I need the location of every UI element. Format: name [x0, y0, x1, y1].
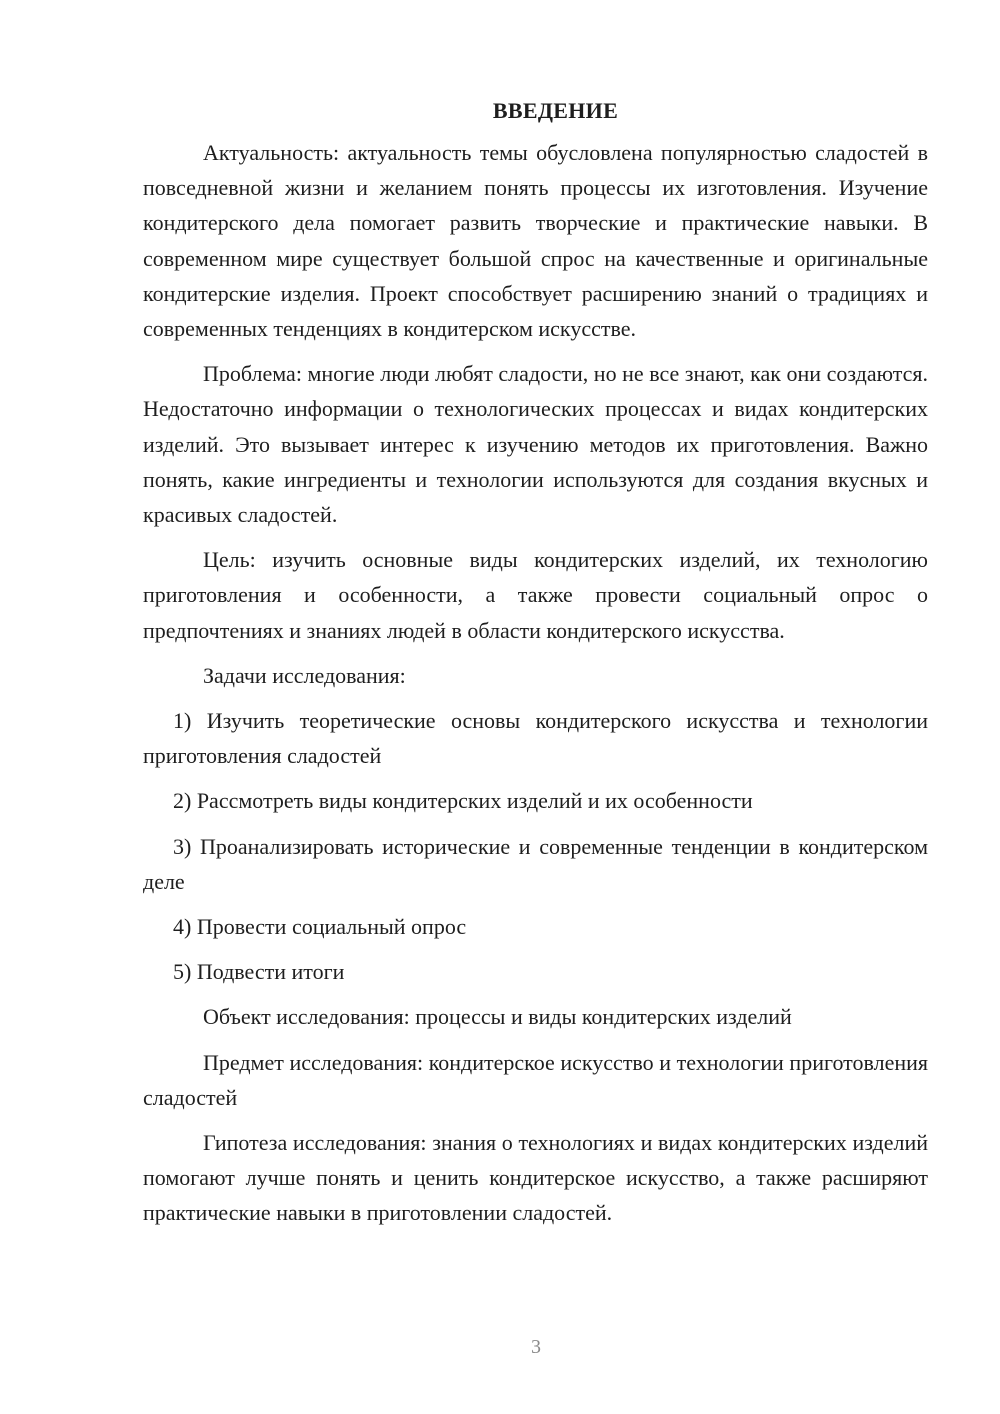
tasks-heading: Задачи исследования: — [203, 662, 406, 688]
page-number: 3 — [531, 1336, 541, 1358]
problem-paragraph: Проблема: многие люди любят сладости, но не все знают, как они создаются. Недостаточно информации о технологических процессах и видах кондитерских изделий. Это вызывает интерес к изучению методов их приготовления. Важно понять, какие ингредиенты и технологии используются для создания вкусных и красивых сладостей. — [143, 361, 928, 528]
subject-paragraph: Предмет исследования: кондитерское искусство и технологии приготовления сладостей — [143, 1049, 928, 1110]
task-item-1: 1) Изучить теоретические основы кондитерского искусства и технологии приготовления сладостей — [143, 708, 928, 769]
goal-paragraph: Цель: изучить основные виды кондитерских изделий, их технологию приготовления и особенности, а также провести социальный опрос о предпочтениях и знаниях людей в области кондитерского искусства. — [143, 547, 928, 643]
relevance-paragraph: Актуальность: актуальность темы обусловлена популярностью сладостей в повседневной жизни и желанием понять процессы их изготовления. Изучение кондитерского дела помогает развить творческие и практические навыки. В современном мире существует большой спрос на качественные и оригинальные кондитерские изделия. Проект способствует расширению знаний о традициях и современных тенденциях в кондитерском искусстве. — [143, 140, 928, 342]
task-item-3: 3) Проанализировать исторические и современные тенденции в кондитерском деле — [143, 833, 928, 894]
task-item-2: 2) Рассмотреть виды кондитерских изделий и их особенности — [173, 788, 753, 814]
task-item-4: 4) Провести социальный опрос — [173, 914, 467, 940]
hypothesis-paragraph: Гипотеза исследования: знания о технологиях и видах кондитерских изделий помогают лучше понять и ценить кондитерское искусство, а также расширяют практические навыки в приготовлении сладостей. — [143, 1130, 928, 1226]
page-content — [143, 95, 928, 1241]
task-item-5: 5) Подвести итоги — [173, 959, 345, 985]
section-title: ВВЕДЕНИЕ — [492, 98, 619, 123]
object-paragraph: Объект исследования: процессы и виды кондитерских изделий — [203, 1004, 792, 1030]
